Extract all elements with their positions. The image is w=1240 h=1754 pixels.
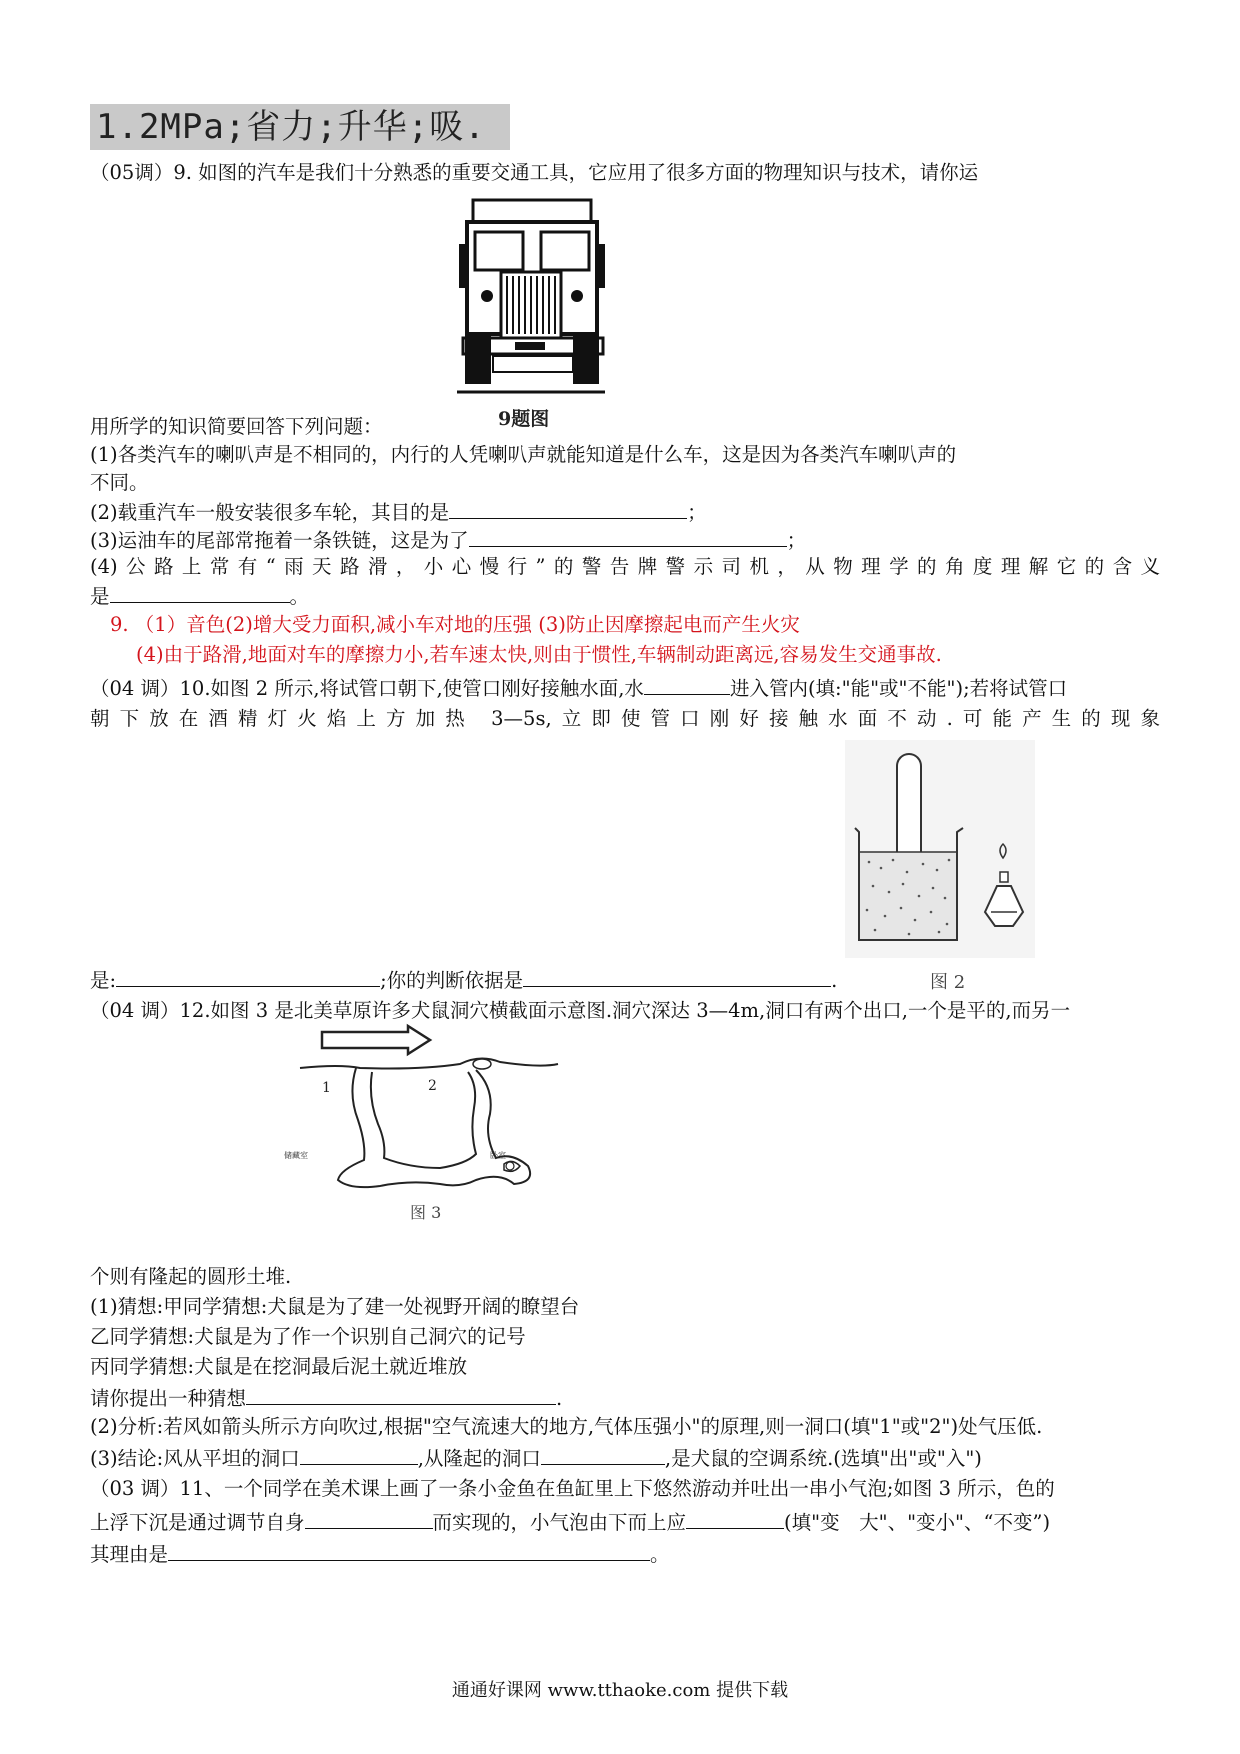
burrow-room-left: 储藏室 [284, 1151, 308, 1160]
q10-line1-text-b: 进入管内(填:"能"或"不能");若将试管口 [729, 677, 1068, 700]
q12-conclusion-blank-2[interactable] [541, 1444, 665, 1465]
q11-line2-text-a: 上浮下沉是通过调节自身 [90, 1511, 305, 1534]
burrow-label-2: 2 [428, 1078, 437, 1094]
q12-guess-a: (1)猜想:甲同学猜想:犬鼠是为了建一处视野开阔的瞭望台 [90, 1295, 580, 1318]
q10-blank-3[interactable] [523, 966, 831, 987]
q11-line2-text-c: (填"变 大"、"变小"、“不变”) [784, 1511, 1051, 1534]
q12-conclusion-text-a: (3)结论:风从平坦的洞口 [90, 1447, 300, 1470]
q11-blank-2[interactable] [686, 1508, 784, 1529]
q9-part4-end: 。 [289, 585, 310, 608]
q9-part2 [90, 498, 1160, 526]
q10-line3 [90, 966, 1160, 994]
q9-part3-blank[interactable] [469, 526, 787, 547]
q9-part3 [90, 526, 1160, 554]
q11-line1: （03 调）11、一个同学在美术课上画了一条小金鱼在鱼缸里上下悠然游动并吐出一串小气泡;如图 3 所示，色的 [90, 1477, 1055, 1500]
burrow-figure [284, 1024, 570, 1194]
q12-analysis: (2)分析:若风如箭头所示方向吹过,根据"空气流速大的地方,气体压强小"的原理,则一洞口(填"1"或"2")处气压低. [90, 1415, 1043, 1438]
q10-line2: 朝下放在酒精灯火焰上方加热 3—5s,立即使管口刚好接触水面不动.可能产生的现象 [90, 707, 1160, 730]
page-footer: 通通好课网 www.tthaoke.com 提供下载 [451, 1680, 789, 1701]
q9-part3-text: (3)运油车的尾部常拖着一条铁链，这是为了 [90, 529, 469, 552]
q10-line3-text-b: ;你的判断依据是 [380, 969, 524, 992]
q10-line1-text-a: （04 调）10.如图 2 所示,将试管口朝下,使管口刚好接触水面,水 [90, 677, 644, 700]
q9-part3-end: ； [786, 529, 807, 552]
truck-icon [455, 196, 615, 396]
q10-line3-text-c: . [831, 969, 838, 992]
beaker-and-lamp-icon [845, 740, 1035, 958]
q12-conclusion-text-b: ,从隆起的洞口 [417, 1447, 541, 1470]
q11-line2 [90, 1508, 1160, 1536]
q9-part2-text: (2)载重汽车一般安装很多车轮，其目的是 [90, 501, 450, 524]
q9-figure-caption: 9题图 [498, 408, 550, 430]
q11-line3-text-b: 。 [650, 1543, 670, 1566]
q11-line2-text-b: 而实现的，小气泡由下而上应 [432, 1511, 687, 1534]
q9-part1-line2: 不同。 [90, 471, 149, 494]
q11-blank-3[interactable] [168, 1540, 650, 1561]
q12-line2: 个则有隆起的圆形土堆. [90, 1265, 292, 1288]
q12-line1: （04 调）12.如图 3 是北美草原许多犬鼠洞穴横截面示意图.洞穴深达 3—4m,洞口有两个出口,一个是平的,而另一 [90, 999, 1071, 1022]
truck-figure [455, 196, 615, 396]
q11-line3 [90, 1540, 1160, 1568]
q12-guess-c: 丙同学猜想:犬鼠是在挖洞最后泥土就近堆放 [90, 1355, 468, 1378]
q9-intro-2: 用所学的知识简要回答下列问题： [90, 415, 383, 438]
q12-conclusion-blank-1[interactable] [300, 1444, 418, 1465]
q9-part4-text: 是 [90, 585, 110, 608]
burrow-room-right: 卧室 [490, 1151, 506, 1160]
q9-answer-line1: 9. （1）音色(2)增大受力面积,减小车对地的压强 (3)防止因摩擦起电而产生火灾 [110, 613, 800, 636]
q10-line1 [90, 674, 1160, 702]
q12-guess-blank[interactable] [246, 1384, 556, 1405]
q9-part4-line2 [90, 582, 1160, 610]
q9-answer-line2: (4)由于路滑,地面对车的摩擦力小,若车速太快,则由于惯性,车辆制动距离远,容易发生交通事故. [136, 643, 942, 666]
q10-line3-text-a: 是: [90, 969, 117, 992]
q9-part1-line1: (1)各类汽车的喇叭声是不相同的，内行的人凭喇叭声就能知道是什么车，这是因为各类汽车喇叭声的 [90, 443, 957, 466]
test-tube-figure [845, 740, 1035, 958]
q9-part2-blank[interactable] [449, 498, 687, 519]
q10-figure-caption: 图 2 [930, 972, 966, 993]
q12-conclusion [90, 1444, 1160, 1472]
burrow-label-1: 1 [322, 1080, 331, 1096]
q12-figure-caption: 图 3 [410, 1203, 442, 1222]
q12-guess-d-end: . [556, 1387, 563, 1410]
q10-blank-2[interactable] [116, 966, 380, 987]
q12-conclusion-text-c: ,是犬鼠的空调系统.(选填"出"或"入") [664, 1447, 982, 1470]
burrow-diagram-icon [284, 1024, 570, 1194]
q12-guess-d-text: 请你提出一种猜想 [90, 1387, 247, 1410]
q10-blank-1[interactable] [644, 674, 730, 695]
q9-intro: （05调）9. 如图的汽车是我们十分熟悉的重要交通工具，它应用了很多方面的物理知识与技术，请你运 [90, 161, 979, 184]
q9-part2-end: ； [687, 501, 707, 524]
q12-guess-d [90, 1384, 1160, 1412]
answer-banner: 1.2MPa;省力;升华;吸. [90, 104, 510, 150]
q11-blank-1[interactable] [305, 1508, 433, 1529]
q12-guess-b: 乙同学猜想:犬鼠是为了作一个识别自己洞穴的记号 [90, 1325, 526, 1348]
q9-part4-blank[interactable] [110, 582, 290, 603]
q9-part4-line1: (4)公路上常有“雨天路滑，小心慢行”的警告牌警示司机，从物理学的角度理解它的含义 [90, 555, 1160, 578]
q11-line3-text-a: 其理由是 [90, 1543, 169, 1566]
